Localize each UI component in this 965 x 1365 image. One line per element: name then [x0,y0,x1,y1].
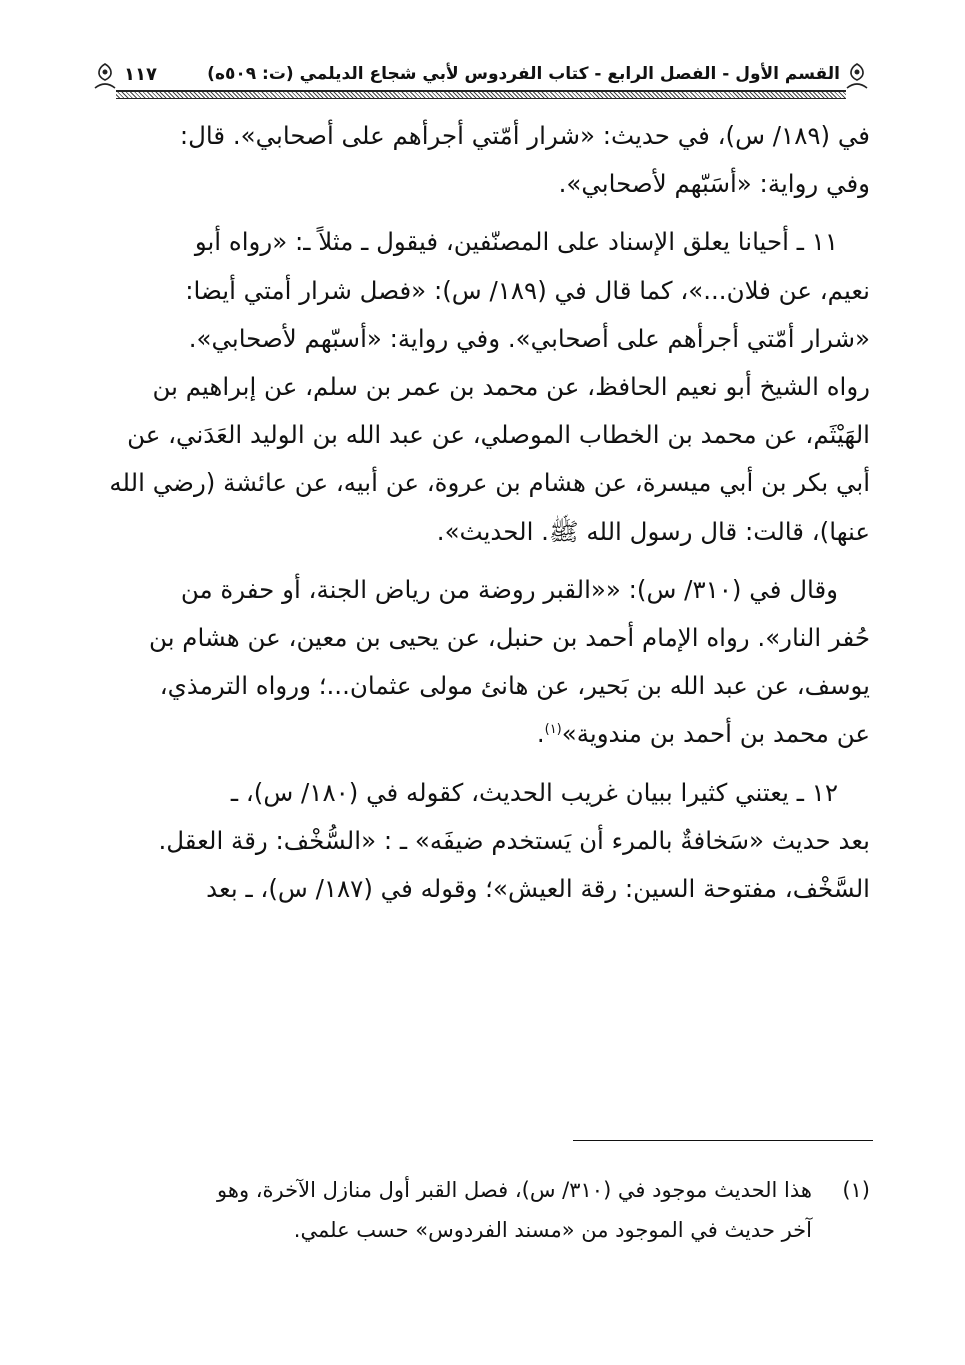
page-number: ١١٧ [124,64,157,85]
text-line: وقال في (٣١٠/ س): ««القبر روضة من رياض الجنة، أو حفرة من [180,574,838,604]
text-line: نعيم، عن فلان...»، كما قال في (١٨٩/ س): «فصل شرار أمتي أيضا: [185,275,870,305]
text-line: في (١٨٩/ س)، في حديث: «شرار أمّتي أجرأهم على أصحابي». قال: [179,121,870,150]
text-line: يوسف، عن عبد الله بن بَحير، عن هانئ مولى عثمان...؛ ورواه الترمذي، [159,671,870,701]
main-text [92,112,870,913]
text-line: عنها)، قالت: قال رسول الله ﷺ. الحديث». [436,516,870,546]
footnote-marker[interactable]: (١) [544,722,562,738]
paragraph-2 [92,218,870,555]
footnote-line-1 [92,1170,870,1210]
text-line: السَّخْف، مفتوحة السين: رقة العيش»؛ وقوله في (١٨٧/ س)، ـ بعد [206,874,870,904]
ornament-left-icon [92,62,118,92]
footnote-text: آخر حديث في الموجود من «مسند الفردوس» حسب علمي. [293,1218,812,1242]
text-line: ١٢ ـ يعتني كثيرا ببيان غريب الحديث، كقوله في (١٨٠/ س)، ـ [230,777,838,807]
footnote-rule [573,1140,873,1141]
footnote-number: (١) [842,1178,870,1202]
text-line: الهَيْثَم، عن محمد بن الخطاب الموصلي، عن عبد الله بن الوليد العَدَني، عن [127,420,870,450]
paragraph-4 [92,769,870,914]
text-line: أبي بكر بن أبي ميسرة، عن هشام بن عروة، عن أبيه، عن عائشة (رضي الله [109,468,870,498]
footnote-text: هذا الحديث موجود في (٣١٠/ س)، فصل القبر أول منازل الآخرة، وهو [217,1178,812,1202]
running-header [92,62,870,102]
text-line-end: . [536,719,545,749]
text-line: وفي رواية: «أسَبّهم لأصحابي». [558,169,870,199]
paragraph-3 [92,566,870,759]
text-line: حُفر النار». رواه الإمام أحمد بن حنبل، عن يحيى بن معين، عن هشام بن [149,623,870,653]
text-line: رواه الشيخ أبو نعيم الحافظ، عن محمد بن عمر بن سلم، عن إبراهيم بن [152,372,870,402]
header-title: القسم الأول - الفصل الرابع - كتاب الفردوس لأبي شجاع الديلمي (ت: ٥٠٩ه) [207,64,840,84]
text-line: «شرار أمّتي أجرأهم على أصحابي». وفي رواية: «أسبّهم لأصحابي». [188,323,870,353]
footnote [92,1170,870,1250]
text-line: ١١ ـ أحيانا يعلق الإسناد على المصنّفين، فيقول ـ مثلاً ـ: «رواه أبو [194,227,838,257]
ornament-right-icon [844,62,870,92]
text-line: عن محمد بن أحمد بن مندوية» [561,719,870,749]
footnote-line-2 [92,1210,870,1250]
paragraph-1 [92,112,870,208]
header-rule [116,90,846,99]
text-line: بعد حديث «سَخافةٌ بالمرء أن يَستخدم ضيفَه» ـ : «السُّخْف: رقة العقل. [158,825,870,855]
